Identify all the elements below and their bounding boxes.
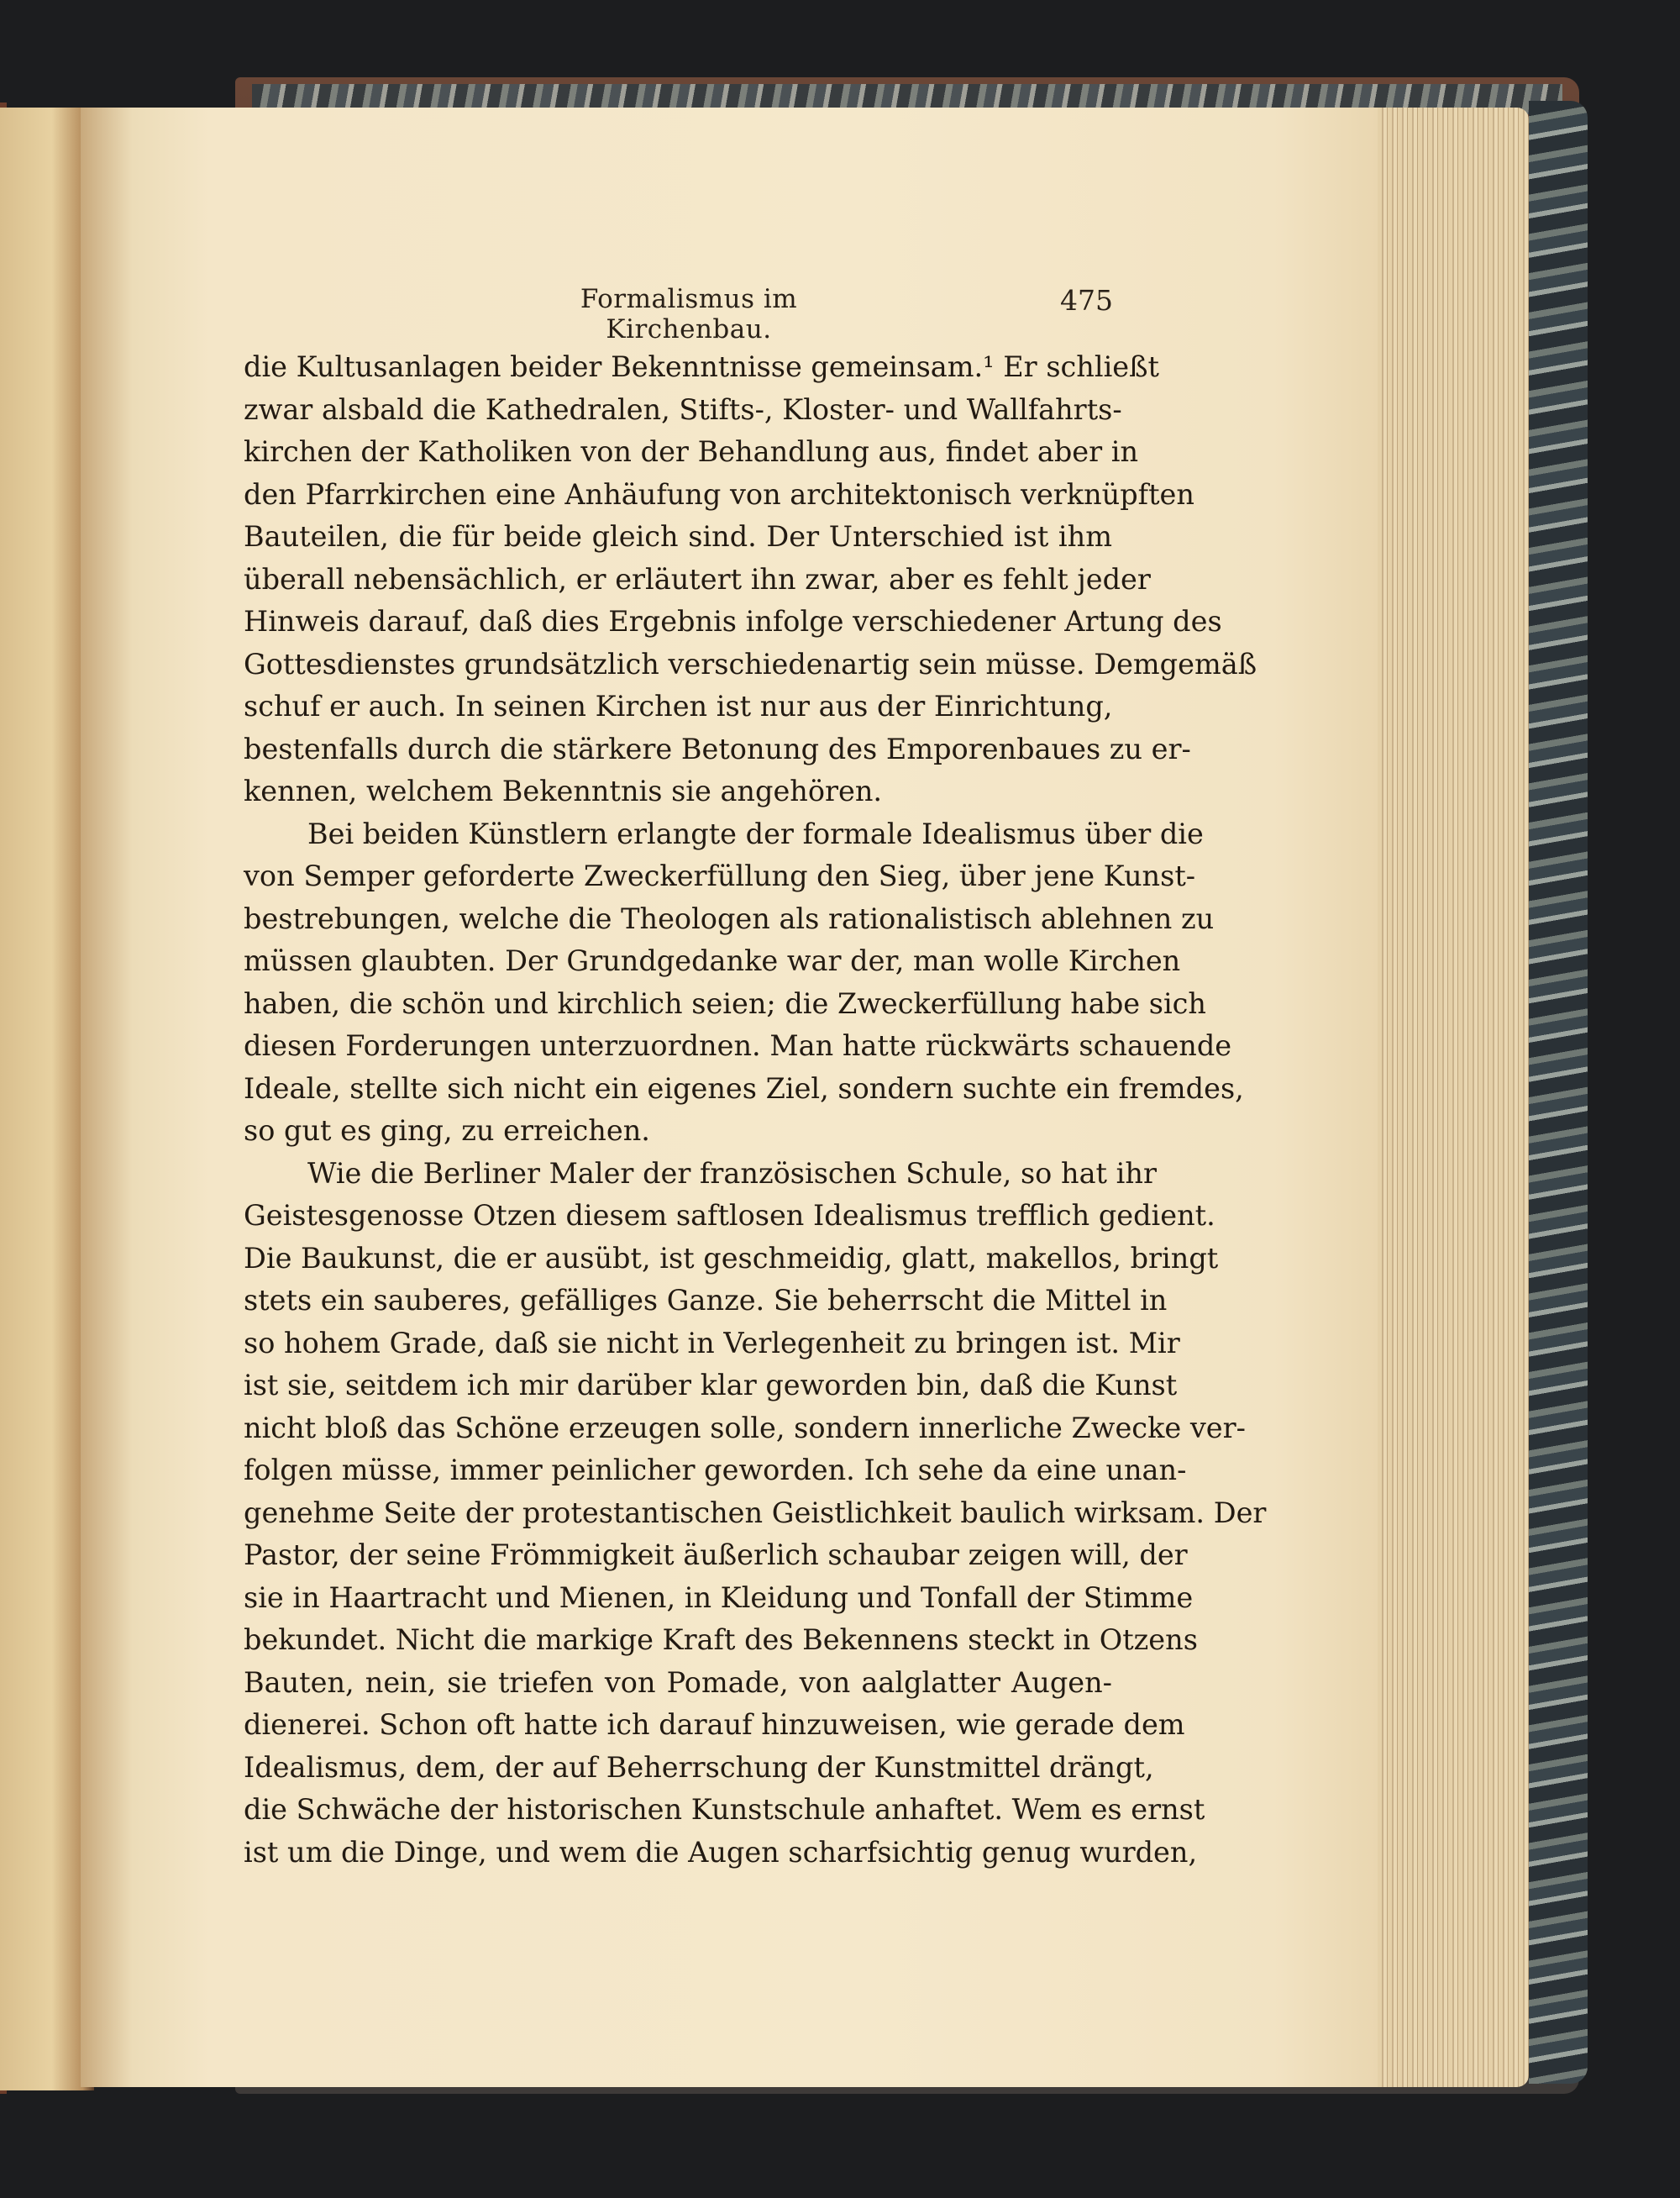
text-line: schuf er auch. In seinen Kirchen ist nur aus der Einrichtung, — [244, 690, 1113, 723]
text-line: sie in Haartracht und Mienen, in Kleidung und Tonfall der Stimme — [244, 1580, 1194, 1614]
text-line: Die Baukunst, die er ausübt, ist geschmeidig, glatt, makellos, bringt — [244, 1241, 1219, 1275]
page-number: 475 — [1060, 284, 1113, 317]
text-line: Pastor, der seine Frömmigkeit äußerlich schaubar zeigen will, der — [244, 1538, 1188, 1571]
text-line: so gut es ging, zu erreichen. — [244, 1114, 650, 1147]
text-line: nicht bloß das Schöne erzeugen solle, sondern innerliche Zwecke ver- — [244, 1411, 1246, 1444]
text-line: bekundet. Nicht die markige Kraft des Bekennens steckt in Otzens — [244, 1623, 1198, 1656]
text-line: überall nebensächlich, er erläutert ihn zwar, aber es fehlt jeder — [244, 562, 1151, 596]
text-line: bestenfalls durch die stärkere Betonung des Emporenbaues zu er- — [244, 732, 1191, 765]
text-line: Ideale, stellte sich nicht ein eigenes Ziel, sondern suchte ein fremdes, — [244, 1071, 1244, 1105]
text-line: Gottesdienstes grundsätzlich verschiedenartig sein müsse. Demgemäß — [244, 647, 1257, 681]
text-line: folgen müsse, immer peinlicher geworden. Ich sehe da eine unan- — [244, 1454, 1187, 1486]
text-line: die Kultusanlagen beider Bekenntnisse gemeinsam.¹ Er schließt — [244, 350, 1159, 383]
text-line: den Pfarrkirchen eine Anhäufung von architektonisch verknüpften — [244, 477, 1194, 511]
text-line: haben, die schön und kirchlich seien; die Zweckerfüllung habe sich — [244, 986, 1207, 1020]
marbled-cover-edge — [1529, 101, 1588, 2084]
text-line: kirchen der Katholiken von der Behandlung aus, findet aber in — [244, 435, 1139, 468]
text-line: ist sie, seitdem ich mir darüber klar geworden bin, daß die Kunst — [244, 1369, 1178, 1401]
body-text — [244, 346, 1267, 1874]
running-head: Formalismus im Kirchenbau. — [580, 284, 798, 344]
text-line: Bauten, nein, sie triefen von Pomade, von aalglatter Augen- — [244, 1665, 1112, 1699]
text-line: bestrebungen, welche die Theologen als rationalistisch ablehnen zu — [244, 902, 1215, 935]
text-line: Bei beiden Künstlern erlangte der formale Idealismus über die — [307, 817, 1204, 850]
text-line: stets ein sauberes, gefälliges Ganze. Sie beherrscht die Mittel in — [244, 1284, 1168, 1317]
page-stack-edges — [1378, 108, 1529, 2087]
text-line: zwar alsbald die Kathedralen, Stifts-, Kloster- und Wallfahrts- — [244, 392, 1122, 426]
text-line: Idealismus, dem, der auf Beherrschung der Kunstmittel drängt, — [244, 1750, 1154, 1784]
text-line: kennen, welchem Bekenntnis sie angehören. — [244, 775, 883, 807]
text-line: dienerei. Schon oft hatte ich darauf hinzuweisen, wie gerade dem — [244, 1708, 1185, 1741]
text-line: Hinweis darauf, daß dies Ergebnis infolge verschiedener Artung des — [244, 605, 1222, 638]
text-line: von Semper geforderte Zweckerfüllung den Sieg, über jene Kunst- — [244, 860, 1196, 892]
text-line: ist um die Dinge, und wem die Augen scharfsichtig genug wurden, — [244, 1835, 1198, 1869]
text-line: Wie die Berliner Maler der französischen Schule, so hat ihr — [307, 1156, 1157, 1190]
text-line: genehme Seite der protestantischen Geistlichkeit baulich wirksam. Der — [244, 1496, 1267, 1529]
text-line: Geistesgenosse Otzen diesem saftlosen Idealismus trefflich gedient. — [244, 1199, 1215, 1232]
text-line: so hohem Grade, daß sie nicht in Verlegenheit zu bringen ist. Mir — [244, 1326, 1180, 1359]
text-line: müssen glaubten. Der Grundgedanke war der, man wolle Kirchen — [244, 944, 1181, 977]
text-line: Bauteilen, die für beide gleich sind. Der Unterschied ist ihm — [244, 520, 1112, 553]
text-line: die Schwäche der historischen Kunstschule anhaftet. Wem es ernst — [244, 1793, 1205, 1826]
text-line: diesen Forderungen unterzuordnen. Man hatte rückwärts schauende — [244, 1029, 1232, 1062]
